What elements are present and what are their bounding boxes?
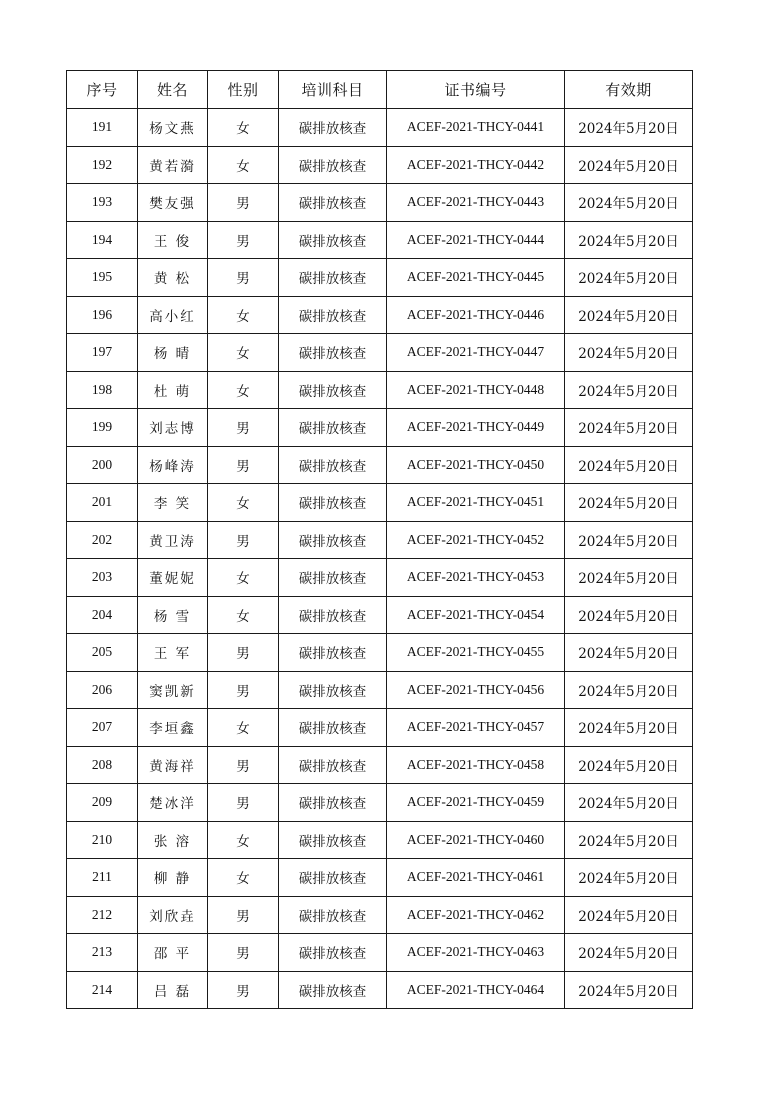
certificate-number-cell: ACEF-2021-THCY-0461 [387,859,565,897]
name-cell: 黄若漪 [138,146,208,184]
certificate-number-cell: ACEF-2021-THCY-0444 [387,221,565,259]
header-serial-number: 序号 [67,71,138,109]
table-row [67,221,693,259]
serial-number-cell: 192 [67,146,138,184]
validity-period-cell: 2024年5月20日 [565,746,693,784]
training-subject-cell: 碳排放核查 [279,521,387,559]
serial-number-cell: 203 [67,559,138,597]
serial-number-cell: 210 [67,821,138,859]
gender-cell: 男 [208,259,279,297]
table-row [67,596,693,634]
training-subject-cell: 碳排放核查 [279,934,387,972]
gender-cell: 男 [208,521,279,559]
serial-number-cell: 198 [67,371,138,409]
table-header-row [67,71,693,109]
certificate-number-cell: ACEF-2021-THCY-0455 [387,634,565,672]
gender-cell: 男 [208,184,279,222]
gender-cell: 男 [208,446,279,484]
serial-number-cell: 194 [67,221,138,259]
training-subject-cell: 碳排放核查 [279,146,387,184]
gender-cell: 男 [208,784,279,822]
serial-number-cell: 204 [67,596,138,634]
name-cell: 窦凯新 [138,671,208,709]
certificate-number-cell: ACEF-2021-THCY-0459 [387,784,565,822]
name-cell: 楚冰洋 [138,784,208,822]
certificate-number-cell: ACEF-2021-THCY-0447 [387,334,565,372]
serial-number-cell: 196 [67,296,138,334]
certificate-number-cell: ACEF-2021-THCY-0456 [387,671,565,709]
name-cell: 邵 平 [138,934,208,972]
training-subject-cell: 碳排放核查 [279,709,387,747]
gender-cell: 女 [208,709,279,747]
validity-period-cell: 2024年5月20日 [565,896,693,934]
table-row [67,559,693,597]
header-certificate-number: 证书编号 [387,71,565,109]
header-validity-period: 有效期 [565,71,693,109]
name-cell: 黄卫涛 [138,521,208,559]
training-subject-cell: 碳排放核查 [279,484,387,522]
table-row [67,259,693,297]
table-row [67,109,693,147]
training-subject-cell: 碳排放核查 [279,184,387,222]
training-subject-cell: 碳排放核查 [279,746,387,784]
certificate-number-cell: ACEF-2021-THCY-0453 [387,559,565,597]
validity-period-cell: 2024年5月20日 [565,671,693,709]
validity-period-cell: 2024年5月20日 [565,221,693,259]
serial-number-cell: 200 [67,446,138,484]
gender-cell: 男 [208,221,279,259]
gender-cell: 女 [208,296,279,334]
gender-cell: 女 [208,109,279,147]
table-row [67,671,693,709]
validity-period-cell: 2024年5月20日 [565,634,693,672]
serial-number-cell: 193 [67,184,138,222]
serial-number-cell: 191 [67,109,138,147]
header-gender: 性别 [208,71,279,109]
training-subject-cell: 碳排放核查 [279,559,387,597]
certificate-number-cell: ACEF-2021-THCY-0451 [387,484,565,522]
validity-period-cell: 2024年5月20日 [565,521,693,559]
gender-cell: 女 [208,596,279,634]
training-subject-cell: 碳排放核查 [279,971,387,1009]
validity-period-cell: 2024年5月20日 [565,859,693,897]
validity-period-cell: 2024年5月20日 [565,259,693,297]
training-subject-cell: 碳排放核查 [279,634,387,672]
training-subject-cell: 碳排放核查 [279,409,387,447]
training-subject-cell: 碳排放核查 [279,334,387,372]
training-subject-cell: 碳排放核查 [279,446,387,484]
serial-number-cell: 208 [67,746,138,784]
name-cell: 樊友强 [138,184,208,222]
validity-period-cell: 2024年5月20日 [565,484,693,522]
validity-period-cell: 2024年5月20日 [565,184,693,222]
name-cell: 张 溶 [138,821,208,859]
name-cell: 黄 松 [138,259,208,297]
certificate-number-cell: ACEF-2021-THCY-0445 [387,259,565,297]
validity-period-cell: 2024年5月20日 [565,596,693,634]
certificate-number-cell: ACEF-2021-THCY-0464 [387,971,565,1009]
gender-cell: 女 [208,859,279,897]
gender-cell: 男 [208,671,279,709]
gender-cell: 女 [208,334,279,372]
certificate-number-cell: ACEF-2021-THCY-0452 [387,521,565,559]
validity-period-cell: 2024年5月20日 [565,709,693,747]
table-body [67,109,693,1009]
table-row [67,709,693,747]
certificate-number-cell: ACEF-2021-THCY-0454 [387,596,565,634]
table-row [67,446,693,484]
table-row [67,971,693,1009]
table-row [67,521,693,559]
header-training-subject: 培训科目 [279,71,387,109]
serial-number-cell: 195 [67,259,138,297]
table-row [67,296,693,334]
name-cell: 杨 晴 [138,334,208,372]
name-cell: 杨文燕 [138,109,208,147]
table-row [67,784,693,822]
gender-cell: 男 [208,896,279,934]
training-subject-cell: 碳排放核查 [279,784,387,822]
validity-period-cell: 2024年5月20日 [565,934,693,972]
certificate-number-cell: ACEF-2021-THCY-0462 [387,896,565,934]
table-row [67,484,693,522]
validity-period-cell: 2024年5月20日 [565,409,693,447]
table-row [67,184,693,222]
training-subject-cell: 碳排放核查 [279,109,387,147]
serial-number-cell: 197 [67,334,138,372]
certificate-number-cell: ACEF-2021-THCY-0463 [387,934,565,972]
table-row [67,371,693,409]
validity-period-cell: 2024年5月20日 [565,784,693,822]
certificate-number-cell: ACEF-2021-THCY-0450 [387,446,565,484]
name-cell: 刘志博 [138,409,208,447]
serial-number-cell: 213 [67,934,138,972]
serial-number-cell: 211 [67,859,138,897]
gender-cell: 女 [208,821,279,859]
certificate-number-cell: ACEF-2021-THCY-0460 [387,821,565,859]
name-cell: 高小红 [138,296,208,334]
training-subject-cell: 碳排放核查 [279,896,387,934]
name-cell: 杨峰涛 [138,446,208,484]
serial-number-cell: 214 [67,971,138,1009]
table-row [67,934,693,972]
certificate-number-cell: ACEF-2021-THCY-0446 [387,296,565,334]
serial-number-cell: 201 [67,484,138,522]
name-cell: 李垣鑫 [138,709,208,747]
validity-period-cell: 2024年5月20日 [565,371,693,409]
validity-period-cell: 2024年5月20日 [565,109,693,147]
serial-number-cell: 209 [67,784,138,822]
serial-number-cell: 206 [67,671,138,709]
serial-number-cell: 202 [67,521,138,559]
training-subject-cell: 碳排放核查 [279,221,387,259]
header-name: 姓名 [138,71,208,109]
gender-cell: 女 [208,484,279,522]
gender-cell: 女 [208,371,279,409]
table-row [67,746,693,784]
gender-cell: 男 [208,971,279,1009]
validity-period-cell: 2024年5月20日 [565,971,693,1009]
table-row [67,634,693,672]
serial-number-cell: 207 [67,709,138,747]
certificate-number-cell: ACEF-2021-THCY-0442 [387,146,565,184]
validity-period-cell: 2024年5月20日 [565,446,693,484]
certificate-number-cell: ACEF-2021-THCY-0457 [387,709,565,747]
table-row [67,146,693,184]
training-subject-cell: 碳排放核查 [279,371,387,409]
certificate-roster-table [66,70,693,1009]
name-cell: 刘欣垚 [138,896,208,934]
name-cell: 董妮妮 [138,559,208,597]
training-subject-cell: 碳排放核查 [279,859,387,897]
table-row [67,409,693,447]
gender-cell: 男 [208,409,279,447]
serial-number-cell: 205 [67,634,138,672]
training-subject-cell: 碳排放核查 [279,296,387,334]
name-cell: 李 笑 [138,484,208,522]
table-row [67,896,693,934]
validity-period-cell: 2024年5月20日 [565,334,693,372]
name-cell: 黄海祥 [138,746,208,784]
name-cell: 杜 萌 [138,371,208,409]
certificate-number-cell: ACEF-2021-THCY-0448 [387,371,565,409]
gender-cell: 女 [208,559,279,597]
table-row [67,859,693,897]
serial-number-cell: 212 [67,896,138,934]
certificate-number-cell: ACEF-2021-THCY-0443 [387,184,565,222]
training-subject-cell: 碳排放核查 [279,671,387,709]
gender-cell: 男 [208,634,279,672]
validity-period-cell: 2024年5月20日 [565,821,693,859]
gender-cell: 男 [208,934,279,972]
training-subject-cell: 碳排放核查 [279,259,387,297]
serial-number-cell: 199 [67,409,138,447]
certificate-number-cell: ACEF-2021-THCY-0458 [387,746,565,784]
certificate-number-cell: ACEF-2021-THCY-0449 [387,409,565,447]
name-cell: 王 俊 [138,221,208,259]
name-cell: 柳 静 [138,859,208,897]
table-row [67,821,693,859]
name-cell: 王 军 [138,634,208,672]
name-cell: 吕 磊 [138,971,208,1009]
gender-cell: 男 [208,746,279,784]
name-cell: 杨 雪 [138,596,208,634]
validity-period-cell: 2024年5月20日 [565,296,693,334]
certificate-number-cell: ACEF-2021-THCY-0441 [387,109,565,147]
validity-period-cell: 2024年5月20日 [565,559,693,597]
training-subject-cell: 碳排放核查 [279,821,387,859]
table-row [67,334,693,372]
training-subject-cell: 碳排放核查 [279,596,387,634]
gender-cell: 女 [208,146,279,184]
validity-period-cell: 2024年5月20日 [565,146,693,184]
